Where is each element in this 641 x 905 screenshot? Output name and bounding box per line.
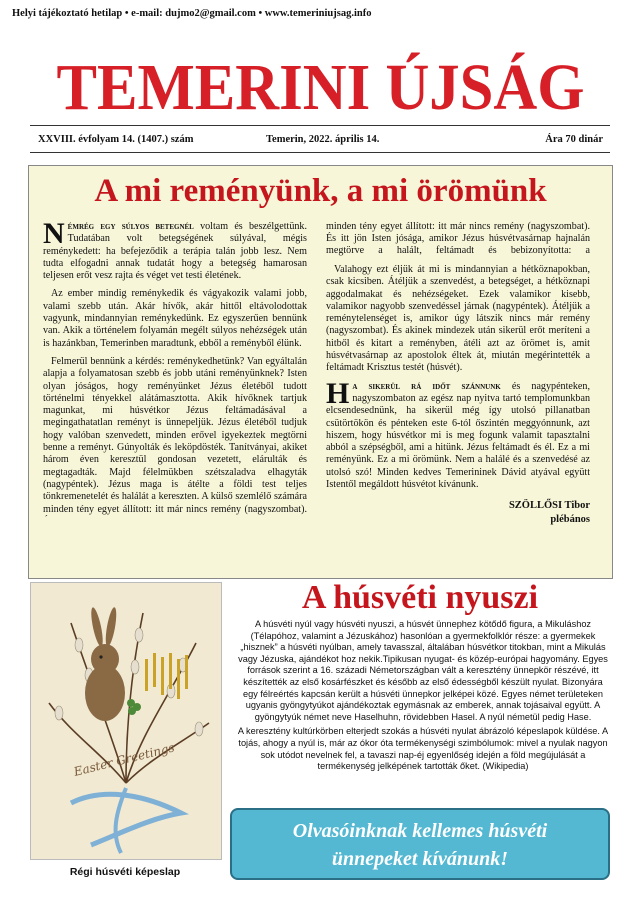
lead-in: a sikerül rá időt szánnunk [352, 380, 501, 392]
issue-price: Ára 70 dinár [545, 134, 603, 145]
volume-number: XXVIII. évfolyam 14. (1407.) szám [38, 134, 194, 145]
bunny-article [236, 619, 610, 776]
author-role: plébános [550, 514, 590, 526]
lead-headline: A mi reményünk, a mi örömünk [94, 173, 547, 209]
lead-paragraph-long: Felmerül bennünk a kérdés: reménykedhetünk? Van egyáltalán alapja a folyamatosan szebb és jobb utáni reményünknek? Isten olyan jóságos, hogy reményünket Jézus életéből tudott történelmi tényekkel alátámasztotta. Akik hívőknek tartjuk magunkat, mi húsvétkor Jézus feltámadásával a megingathatatlan reményt is ünnepeljük. Jézus életéből tudjuk hogy valóban szenvedett, minden erővel igyekeztek megtörni benne a reményt. Gúnyolták és leköpdösték. Tanítványai, akiket három éven keresztül gondosan vezetett, elárulták és megtagadták. Majd félelmükben szétszaladva elhagyták (nagypéntek). Jézus maga is átélte a földi test teljes tönkremenetelét és halálát a kereszten. A külső szemlélő számára minden tény egyet állított: itt már nincs remény (nagyszombat). [43, 355, 307, 515]
issue-date: Temerin, 2022. április 14. [266, 134, 380, 145]
easter-postcard-image [30, 582, 222, 860]
lead-paragraph: Az ember mindig reménykedik és vágyakozik valami jobb, valami szebb után. Akár hívők, akár hittől eltávolodottak vagyunk, mindannyian reménykedünk. Ez egyszerűen bennünk van. Akik a történelem folyamán megélt súlyos nehézségek után is hazánkban, Temerinben maradtunk, ebből a reményből élünk. [43, 288, 307, 349]
drop-cap: N [43, 217, 65, 250]
author-name: SZÖLLŐSI Tibor [508, 500, 590, 512]
greeting-line: Olvasóinknak kellemes húsvéti [292, 820, 548, 842]
postcard-illustration [31, 583, 221, 859]
lead-in: émrég egy súlyos betegnél [67, 221, 194, 232]
lead-paragraph-continued [326, 221, 590, 258]
bunny-paragraph: A keresztény kultúrkörben elterjedt szokás a húsvéti nyulat ábrázoló képeslapok küldése. A tojás, ahogy a nyúl is, már az ókor óta termékenységi szimbólumok: mivel a nyulak nagyon sok utódot nevelnek fel, a tavaszi nap-éj egyenlőség idején a föld megújulását a termékenység jelképének tartották őket. (Wikipedia) [237, 726, 609, 772]
lead-paragraph: Némrég egy súlyos betegnél voltam és beszélgettünk. Tudatában volt betegségének súlyával, mégis reménykedett: ha befejeződik a terápia talán jobb lesz. Nem tudta elfogadni annak tudatát hogy a betegség hamarosan teljesen erőt vesz rajta és véget vet testi életének. [43, 217, 307, 282]
postcard-inscription: Easter Greetings [72, 740, 176, 779]
masthead-title: TEMERINI ÚJSÁG [56, 51, 585, 124]
greeting-banner [230, 808, 610, 880]
lead-paragraph: Ha sikerül rá időt szánnunk és nagypénteken, nagyszombaton az egész nap nyitva tartó templomunkban elcsendesednünk, ha sikerül még így utolsó pillanatban csütörtökön és pénteken este 6-tól őszintén meggyónnunk, azt hiszem, hogy húsvétkor mi is meg fogunk valamit tapasztalni abból a szépségből, ami a hitünk. Jézus feltámadt és él. Ez a mi reményünk. Ez a mi örömünk. Nem a halálé és a szenvedésé az utolsó szó! Minden kedves Temerininek Dávid atyával együtt Istentől megáldott húsvétot kívánunk. [326, 376, 590, 491]
signature [326, 499, 590, 527]
bunny-headline: A húsvéti nyuszi [301, 579, 539, 616]
tagline: Helyi tájékoztató hetilap • e-mail: dujmo2@gmail.com • www.temeriniujsag.info [12, 8, 372, 19]
bunny-paragraph: A húsvéti nyúl vagy húsvéti nyuszi, a húsvét ünnephez kötődő figura, a Mikuláshoz (Télapóhoz, valamint a Jézuskához) hasonlóan a gyermekfolklór része: a gyermekek „hisznek” a húsvéti nyúlban, amely tavasszal, általában húsvétkor titokban, mint a Mikulás vagy Jézuska, ajándékot hoz nekik.Tipikusan nyugat- és közép-európai hagyomány. Egyes források szerint a 16. századi Németországban vált a keresztény ünnepkör részévé, itt készítették az első kosárfészket és később az első édességből készült nyulat. Bizonyára egy félreértés kapcsán került a húsvéti ünnepkor jelképei közé. Egyes német területeken ugyanis gyöngytyúkot ajándékoztak egymásnak az emberek, annak tojásaival együtt. A gyöngytyúk német neve Haselhuhn, rövidebben Hasel. A nyúl németül pedig Hase. [238, 619, 608, 722]
image-caption: Régi húsvéti képeslap [69, 866, 181, 878]
continued-text: minden tény egyet állított: itt már nincs remény (nagyszombat). És itt jön Isten jósága, amikor Jézus húsvétvasárnap hajnalán megtörve a halált, feltámadt és bebizonyította: a [326, 221, 590, 257]
lead-article [28, 165, 613, 579]
lead-column-right [326, 221, 590, 527]
header-rule-bottom [30, 152, 610, 153]
greeting-line: ünnepeket kívánunk! [331, 848, 509, 870]
lead-paragraph: Valahogy ezt éljük át mi is mindannyian a hétköznapokban, csak kicsiben. Átéljük a szenvedést, a betegséget, a hétköznapi aggodalmakat és nehézségeket. Ezek valamikor kisebb, valamikor nagyobb szenvedéssel járnak (nagypéntek). Átéljük a reménytelenséget is, amikor úgy látszik nincs már remény (nagyszombat). És akinek mindezek után sikerül erőt meríteni a hitből és kitart a reményben, átéli azt az örömet is, amit húsvétvasárnap az apostolok éltek át, miután megérintették a feltámadt Krisztus testét (húsvét). [326, 264, 590, 374]
header-rule-top [30, 125, 610, 126]
lead-column-left [43, 217, 307, 517]
drop-cap: H [326, 376, 350, 410]
